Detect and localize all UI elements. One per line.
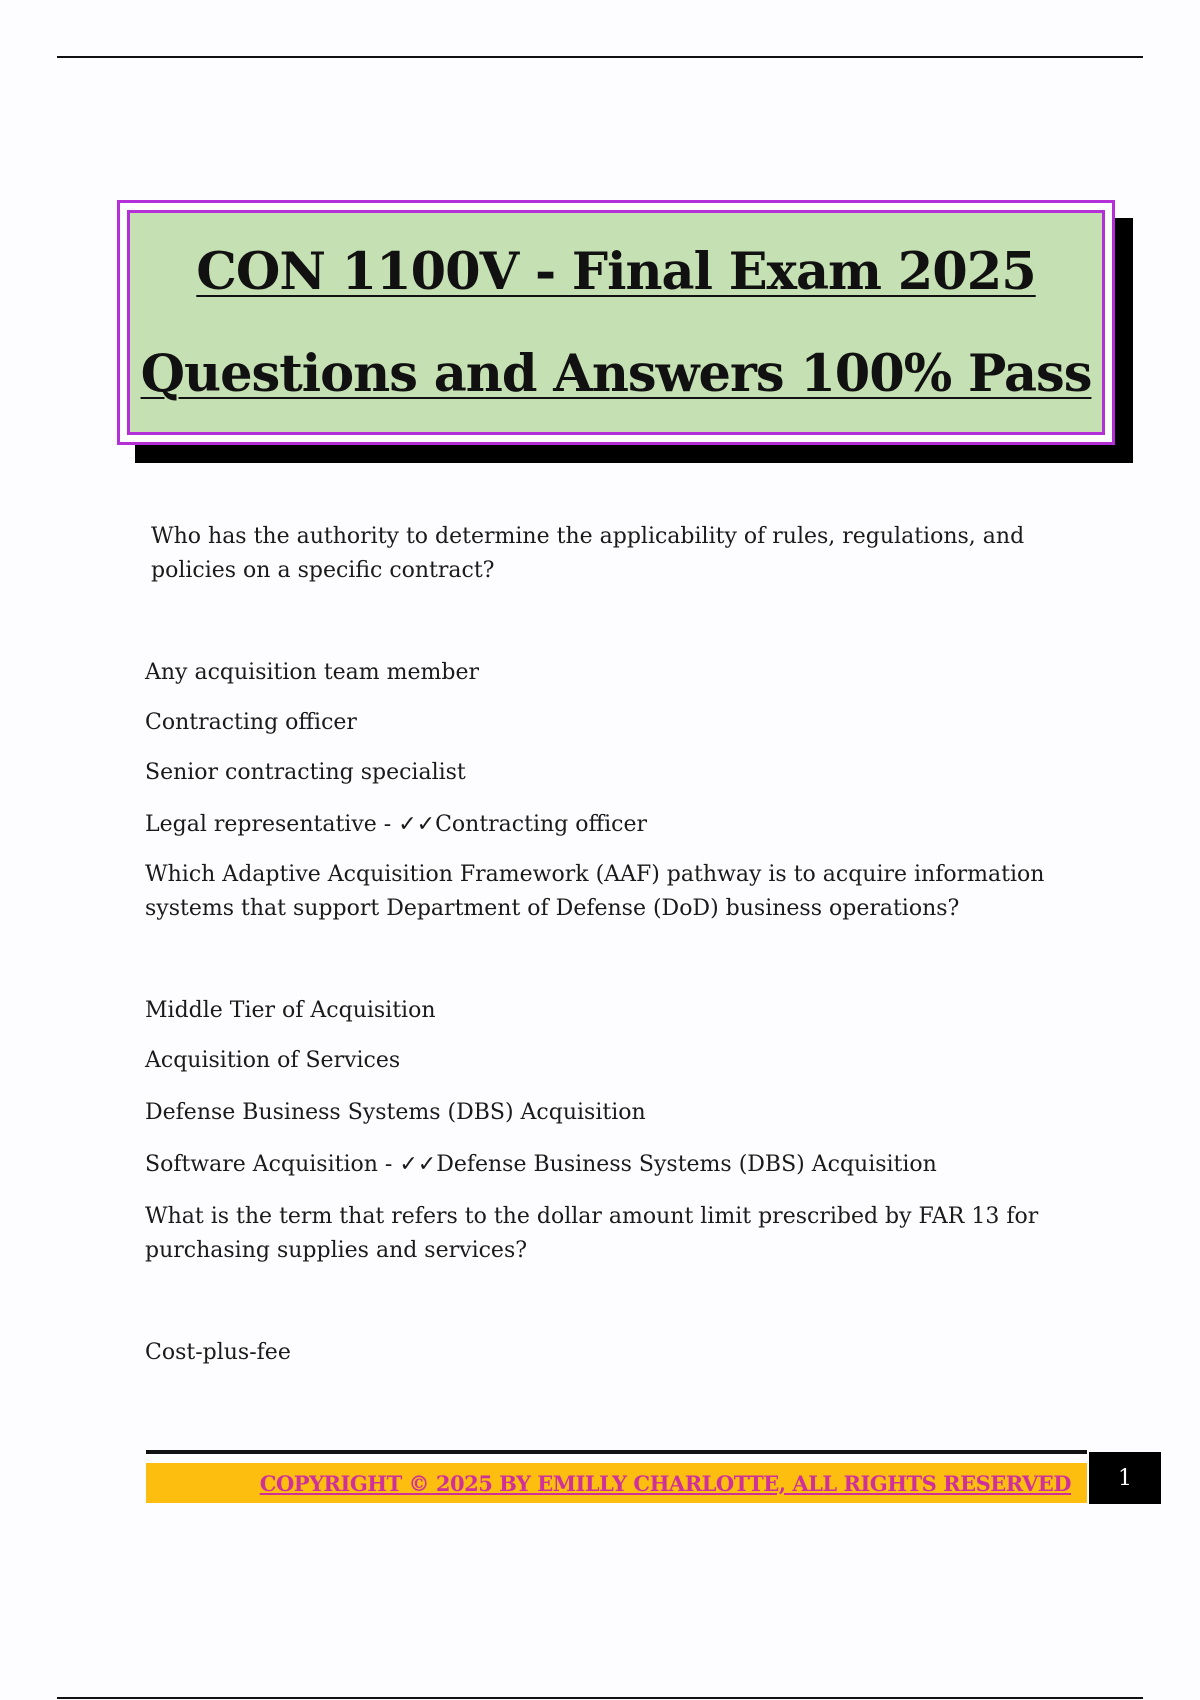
check-mark-icon: ✓✓ — [399, 1152, 437, 1177]
bottom-rule — [57, 1697, 1143, 1699]
question-1-option-1: Any acquisition team member — [145, 660, 480, 685]
footer-bar — [146, 1463, 1087, 1503]
question-1-text: Who has the authority to determine the applicability of rules, regulations, and policies on a specific contract? — [151, 524, 1025, 583]
title-box-inner — [127, 210, 1105, 435]
page-number: 1 — [1089, 1452, 1161, 1504]
question-2-option-4-with-answer — [145, 1148, 1085, 1182]
question-2-option-4: Software Acquisition - — [145, 1152, 400, 1177]
copyright-notice: COPYRIGHT © 2025 BY EMILLY CHARLOTTE, ALL RIGHTS RESERVED — [259, 1470, 1071, 1496]
footer-rule — [146, 1450, 1087, 1454]
question-2-option-3: Defense Business Systems (DBS) Acquisition — [145, 1100, 646, 1125]
title-box — [117, 200, 1115, 445]
question-1-option-4: Legal representative - — [145, 812, 399, 837]
question-2-answer: Defense Business Systems (DBS) Acquisition — [436, 1152, 937, 1177]
question-2-text: Which Adaptive Acquisition Framework (AAF) pathway is to acquire information systems that support Department of Defense (DoD) business operations? — [145, 862, 1045, 921]
question-content — [145, 520, 1085, 1370]
question-1-option-4-with-answer — [145, 808, 1085, 842]
top-rule — [57, 56, 1143, 58]
question-2-option-1: Middle Tier of Acquisition — [145, 998, 436, 1023]
question-1-option-3: Senior contracting specialist — [145, 760, 466, 785]
question-1-option-2: Contracting officer — [145, 710, 357, 735]
document-title-line-1: CON 1100V - Final Exam 2025 — [196, 241, 1036, 302]
question-2-option-2: Acquisition of Services — [145, 1048, 401, 1073]
document-title-line-2: Questions and Answers 100% Pass — [140, 343, 1092, 404]
question-3-text: What is the term that refers to the dollar amount limit prescribed by FAR 13 for purchasing supplies and services? — [145, 1204, 1039, 1263]
check-mark-icon: ✓✓ — [398, 812, 436, 837]
question-3-option-1: Cost-plus-fee — [145, 1340, 291, 1365]
question-1-answer: Contracting officer — [435, 812, 648, 837]
